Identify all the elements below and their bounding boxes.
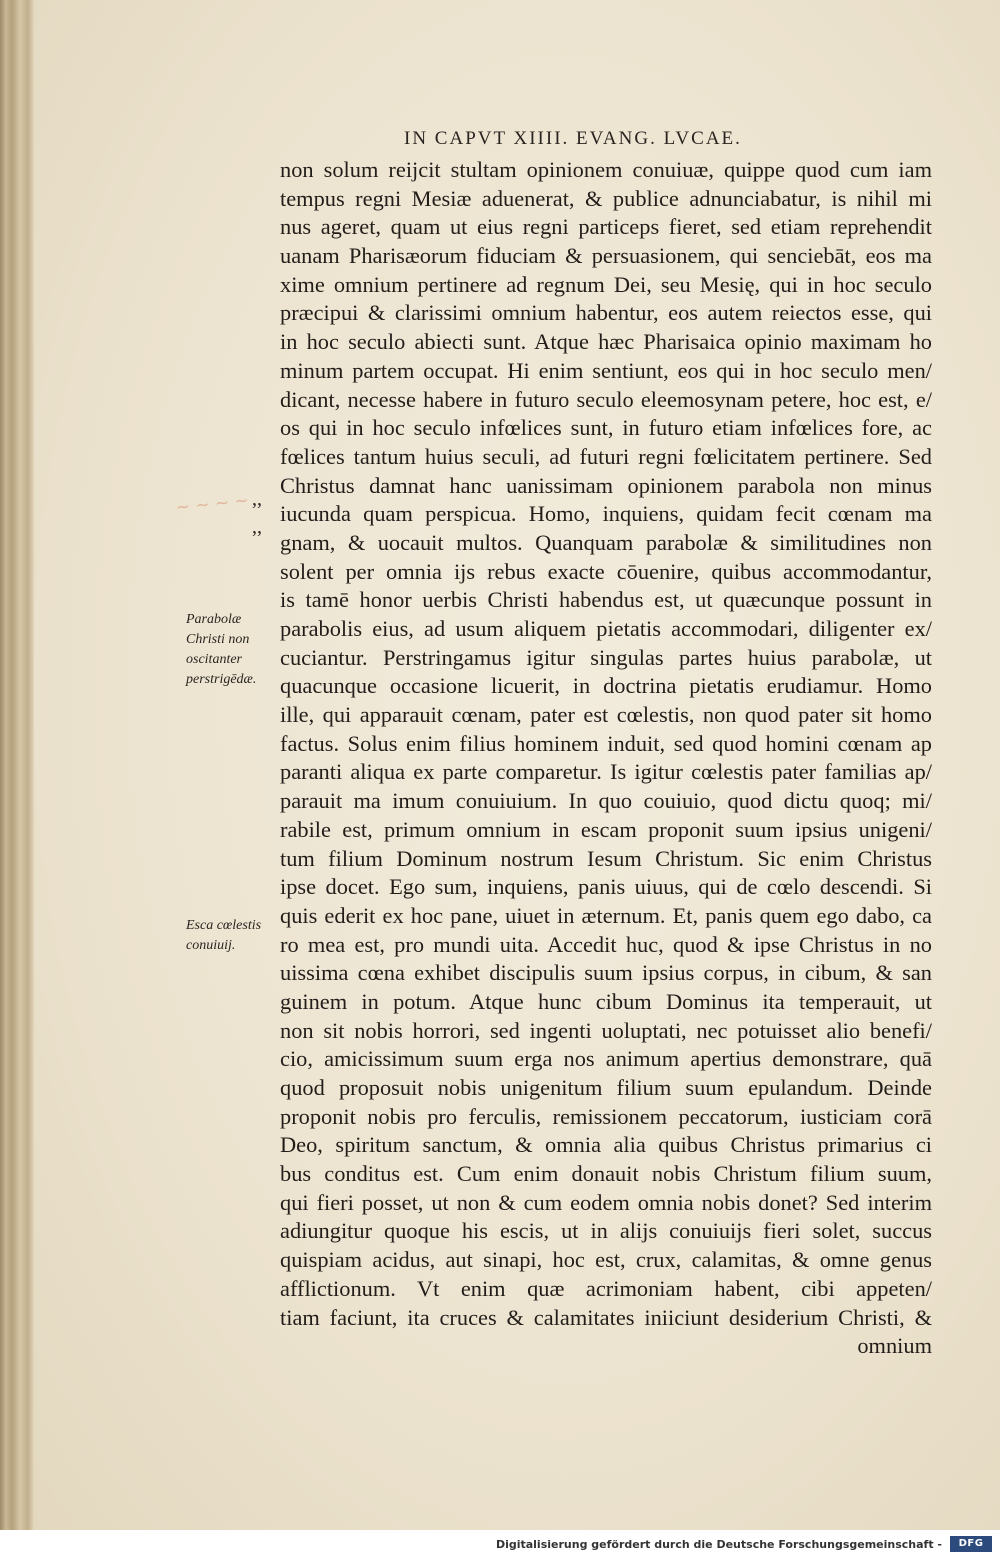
text-line: ille, qui apparauit cœnam, pater est cœlestis, non quod pater sit homo [280,702,932,728]
text-line: xime omnium pertinere ad regnum Dei, seu Mesię, qui in hoc seculo [280,271,932,297]
text-line: minum partem occupat. Hi enim sentiunt, eos qui in hoc seculo men/ [280,357,932,383]
text-line: parabolis eius, ad usum aliquem pietatis accommodari, diligenter ex/ [280,616,932,641]
handwritten-annotation: ​~ ~ ~ ~ [174,490,250,519]
text-line: is tamē honor uerbis Christi habendus est, ut quæcunque possunt in [280,587,932,613]
text-line: rabile est, primum omnium in escam proponit suum ipsius unigeni/ [280,816,932,842]
margin-note-parables [186,610,278,690]
text-line: tum filium Dominum nostrum Iesum Christum. Sic enim Christus [280,845,932,871]
margin-note-line: oscitanter [186,652,242,667]
text-line: cuciantur. Perstringamus igitur singulas partes huius parabolæ, ut [280,644,932,670]
text-line: tempus regni Mesiæ aduenerat, & publice adnunciabatur, is nihil mi [280,185,932,211]
text-line: nus ageret, quam ut eius regni particeps fieret, sed etiam reprehendit [280,214,932,240]
margin-note-line: Parabolæ [186,612,242,627]
funding-notice: Digitalisierung gefördert durch die Deutsche Forschungsgemeinschaft - [495,1538,942,1551]
book-page-edges [0,0,34,1558]
text-line: quispiam acidus, aut sinapi, hoc est, crux, calamitas, & omne genus [280,1247,932,1273]
text-line: præcipui & clarissimi omnium habentur, eos autem reiectos esse, qui [280,300,932,326]
margin-note-line: Christi non [186,632,250,647]
running-title: IN CAPVT XIIII. EVANG. LVCAE. [404,128,742,149]
text-line: factus. Solus enim filius hominem induit, sed quod homini cœnam ap [280,730,932,756]
text-line: cio, amicissimum suum erga nos animum apertius demonstrare, quā [280,1046,932,1072]
margin-note-line: perstrigēdæ. [186,672,257,687]
text-line: afflictionum. Vt enim quæ acrimoniam habent, cibi appeten/ [280,1275,932,1301]
text-line: omnium [857,1333,932,1359]
quotation-mark-2: ,, [252,516,262,538]
text-line: paranti aliqua ex parte comparetur. Is igitur cœlestis pater familias ap/ [280,759,932,785]
text-line: ro mea est, pro mundi uita. Accedit huc, quod & ipse Christus in no [280,931,932,957]
margin-note-line: Esca cœlestis [186,918,262,933]
text-line: os qui in hoc seculo infœlices sunt, in futuro etiam infœlices fore, ac [280,415,932,441]
text-line: parauit ma imum conuiuium. In quo couiuio, quod dictu quoq; mi/ [280,788,932,814]
text-line: uissima cœna exhibet discipulis suum ipsius corpus, in cibum, & san [280,960,932,986]
text-line: fœlices tantum huius seculi, ad futuri regni fœlicitatem pertinere. Sed [280,443,932,469]
text-line: tiam faciunt, ita cruces & calamitates iniiciunt desiderium Christi, & [280,1304,932,1330]
text-line: uanam Pharisæorum fiduciam & persuasionem, qui senciebāt, eos ma [280,243,932,269]
text-line: bus conditus est. Cum enim donauit nobis Christum filium suum, [280,1161,932,1187]
main-text-block [280,156,932,1361]
text-line: non solum reijcit stultam opinionem conuiuæ, quippe quod cum iam [280,157,932,182]
text-line: Deo, spiritum sanctum, & omnia alia quibus Christus primarius ci [280,1132,932,1158]
text-line: iucunda quam perspicua. Homo, inquiens, quidam fecit cœnam ma [280,501,932,527]
text-line: adiungitur quoque his escis, ut in alijs conuiuijs fieri solet, succus [280,1218,932,1244]
quotation-mark-1: ,, [252,488,262,510]
text-line: quis ederit ex hoc pane, uiuet in æternum. Et, panis quem ego dabo, ca [280,902,932,928]
text-line: solent per omnia ijs rebus exacte cōuenire, quibus accommodantur, [280,558,932,584]
dfg-logo-icon: DFG [950,1536,992,1552]
text-line: proponit nobis pro ferculis, remissionem peccatorum, iusticiam corā [280,1103,932,1129]
text-line: quacunque occasione licuerit, in doctrina pietatis erudiamur. Homo [280,673,932,699]
text-line: guinem in potum. Atque hunc cibum Dominus ita temperauit, ut [280,988,932,1014]
text-line: in hoc seculo abiecti sunt. Atque hæc Pharisaica opinio maximam ho [280,329,932,355]
margin-note-heavenly-feast [186,916,278,956]
margin-note-line: conuiuij. [186,938,236,953]
text-line: Christus damnat hanc uanissimam opinionem parabola non minus [280,472,932,498]
text-line: non sit nobis horrori, sed ingenti uoluptati, nec potuisset alio benefi/ [280,1017,932,1043]
text-line: gnam, & uocauit multos. Quanquam parabolæ & similitudines non [280,529,932,555]
text-line: ipse docet. Ego sum, inquiens, panis uiuus, qui de cœlo descendi. Si [280,874,932,900]
text-line: quod proposuit nobis unigenitum filium suum epulandum. Deinde [280,1075,932,1100]
text-line: qui fieri posset, ut non & cum eodem omnia nobis donet? Sed interim [280,1189,932,1215]
text-line: dicant, necesse habere in futuro seculo eleemosynam petere, hoc est, e/ [280,386,932,412]
